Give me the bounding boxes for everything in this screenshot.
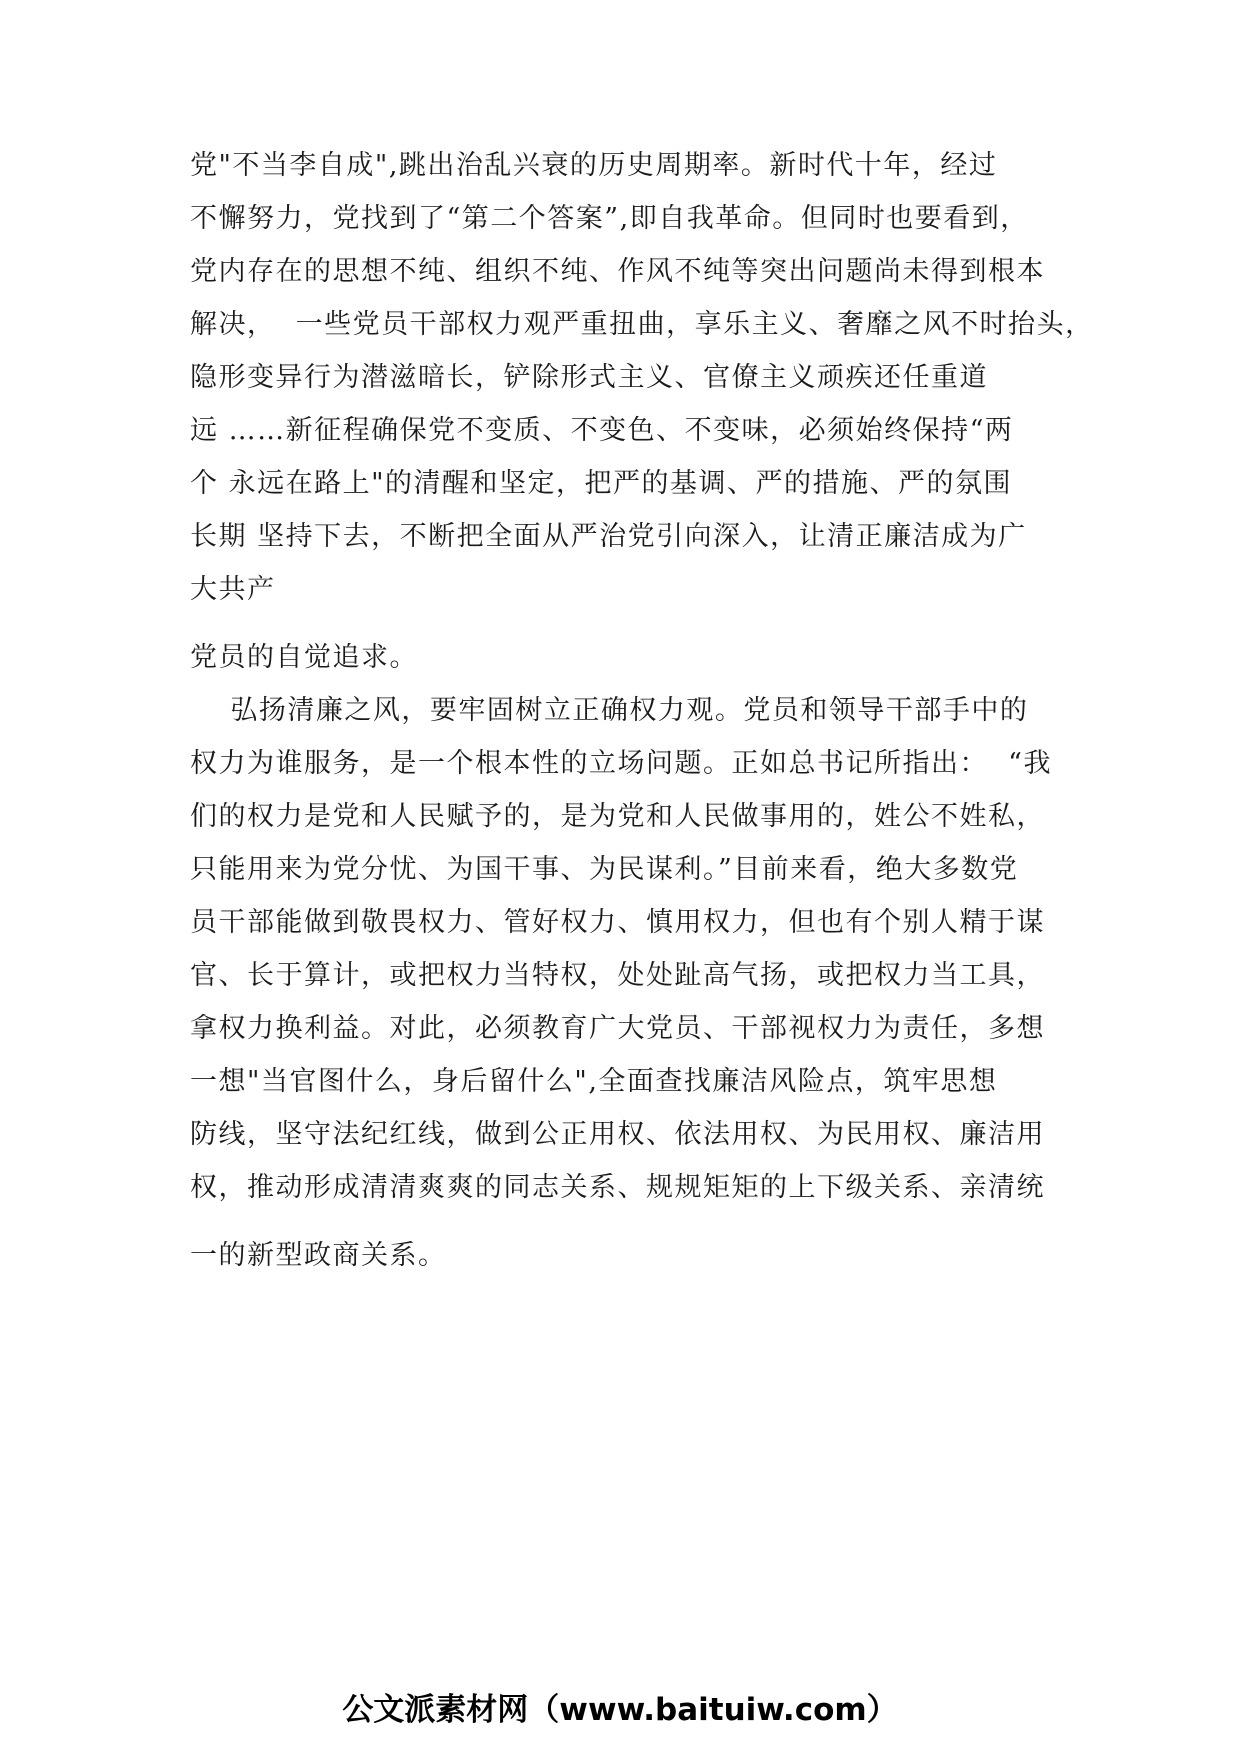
text-line: 党员的自觉追求。	[190, 642, 418, 673]
text-line: 党"不当李自成",跳出治乱兴衰的历史周期率。新时代十年，经过	[190, 150, 998, 181]
text-line: 长期 坚持下去，不断把全面从严治党引向深入，让清正廉洁成为广	[190, 521, 1027, 552]
text-line: 解决， 一些党员干部权力观严重扭曲，享乐主义、奢靡之风不时抬头，	[190, 309, 1094, 340]
text-line: 远 ……新征程确保党不变质、不变色、不变味，必须始终保持“两	[190, 415, 1014, 446]
text-line: 不懈努力，党找到了“第二个答案”,即自我革命。但同时也要看到，	[190, 203, 1029, 234]
text-line: 一的新型政商关系。	[190, 1240, 447, 1271]
footer-source: 公文派素材网（www.baituiw.com）	[342, 1692, 898, 1728]
text-line: 隐形变异行为潜滋暗长，铲除形式主义、官僚主义顽疾还任重道	[190, 362, 988, 393]
text-line: 弘扬清廉之风，要牢固树立正确权力观。党员和领导干部手中的	[190, 695, 1029, 726]
text-line: 权，推动形成清清爽爽的同志关系、规规矩矩的上下级关系、亲清统	[190, 1172, 1045, 1203]
text-line: 们的权力是党和人民赋予的，是为党和人民做事用的，姓公不姓私，	[190, 801, 1045, 832]
text-line: 权力为谁服务，是一个根本性的立场问题。正如总书记所指出： “我	[190, 748, 1052, 779]
text-line: 拿权力换利益。对此，必须教育广大党员、干部视权力为责任，多想	[190, 1013, 1045, 1044]
text-line: 员干部能做到敬畏权力、管好权力、慎用权力，但也有个别人精于谋	[190, 907, 1045, 938]
text-line: 党内存在的思想不纯、组织不纯、作风不纯等突出问题尚未得到根本	[190, 256, 1045, 287]
text-line: 个 永远在路上"的清醒和坚定，把严的基调、严的措施、严的氛围	[190, 468, 1013, 499]
text-line: 一想"当官图什么，身后留什么",全面查找廉洁风险点，筑牢思想	[190, 1066, 998, 1097]
text-line: 大共产	[190, 574, 276, 605]
text-line: 只能用来为党分忧、为国干事、为民谋利。”目前来看，绝大多数党	[190, 854, 1019, 885]
text-line: 防线，坚守法纪红线，做到公正用权、依法用权、为民用权、廉洁用	[190, 1119, 1045, 1150]
text-line: 官、长于算计，或把权力当特权，处处趾高气扬，或把权力当工具，	[190, 960, 1045, 991]
